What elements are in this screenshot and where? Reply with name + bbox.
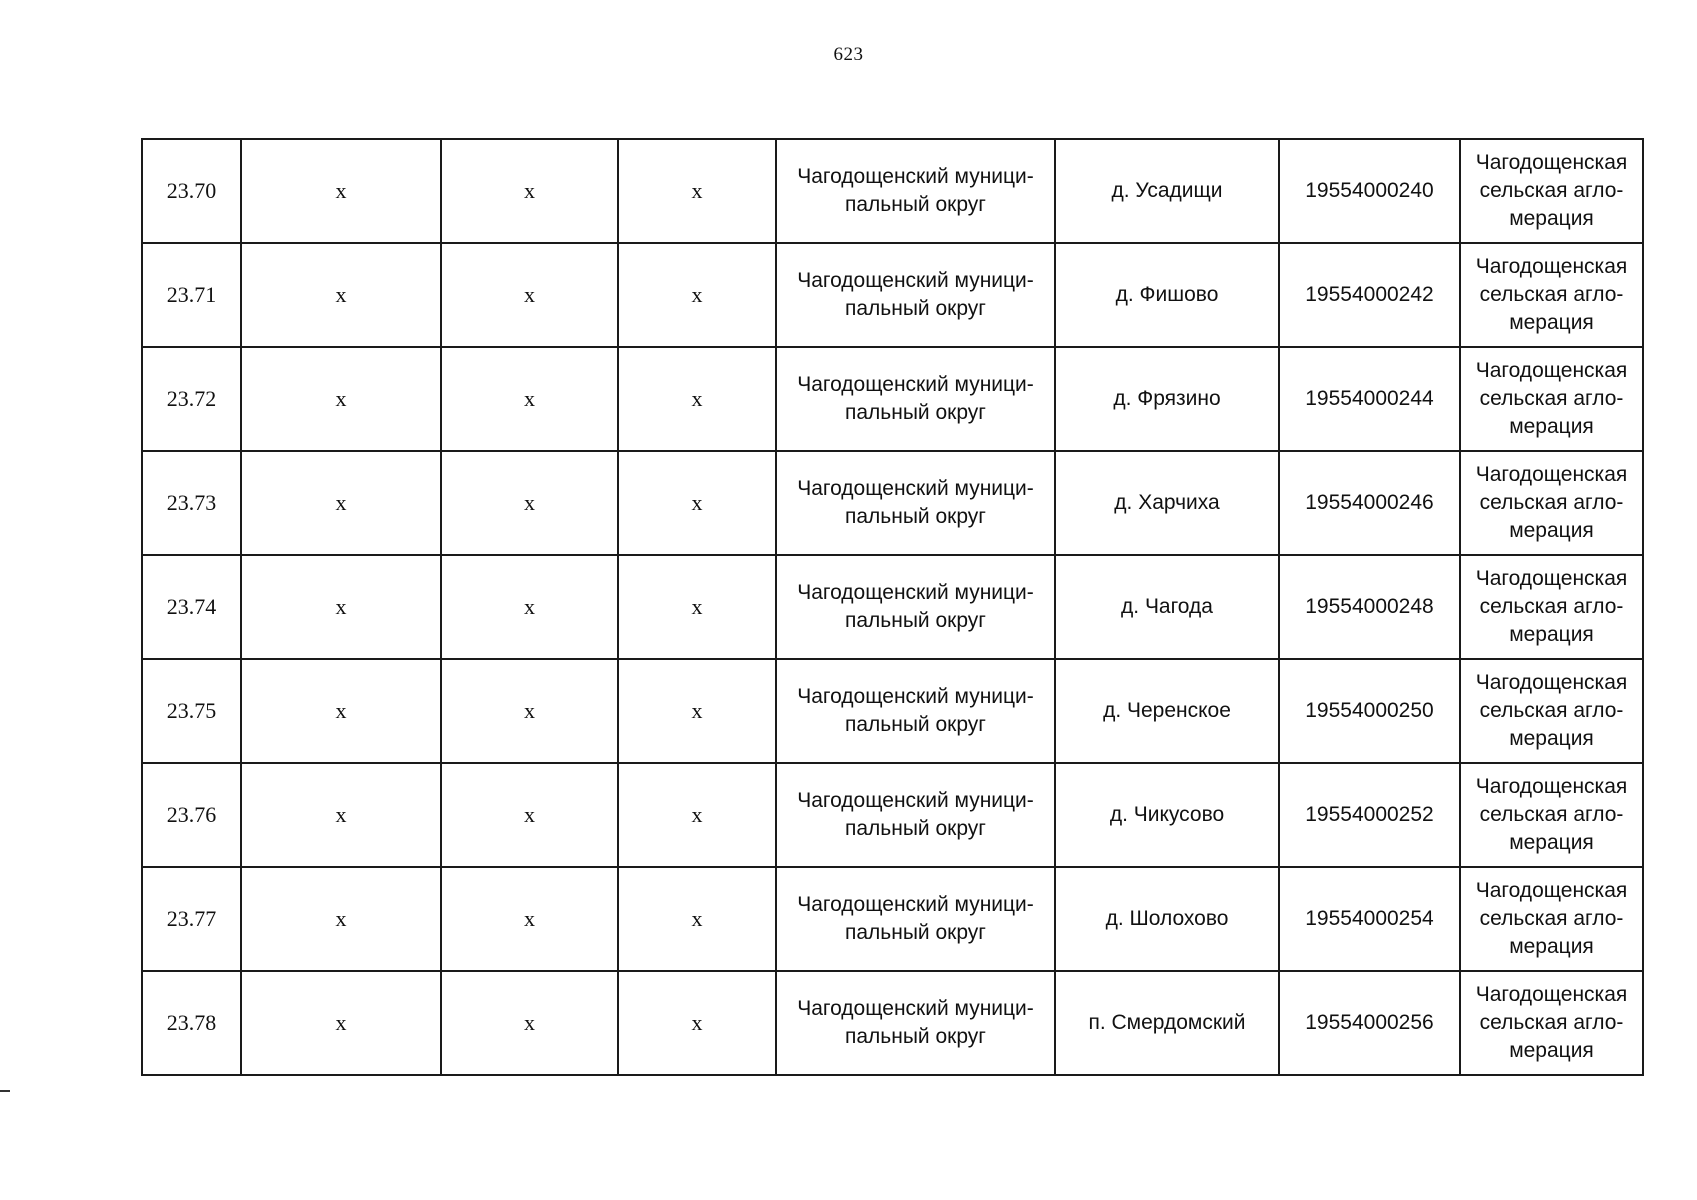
agglomeration-cell-line: мерация <box>1509 311 1594 334</box>
district-cell-line: Чагодощенский муници- <box>797 789 1034 812</box>
oktmo-code-cell: 19554000246 <box>1279 451 1460 555</box>
table-row <box>142 763 1643 867</box>
oktmo-code-cell: 19554000242 <box>1279 243 1460 347</box>
column-3-cell: х <box>441 659 618 763</box>
column-4-cell: х <box>618 555 776 659</box>
column-2-cell: х <box>241 451 441 555</box>
page-number: 623 <box>833 44 864 65</box>
agglomeration-cell-line: Чагодощенская <box>1475 671 1628 694</box>
column-4-cell: х <box>618 347 776 451</box>
row-number-cell: 23.72 <box>142 347 241 451</box>
agglomeration-cell-line: сельская агло- <box>1479 283 1624 306</box>
column-4-cell: х <box>618 971 776 1075</box>
district-cell <box>776 971 1055 1075</box>
table-row <box>142 659 1643 763</box>
district-cell-line: Чагодощенский муници- <box>797 373 1034 396</box>
agglomeration-cell <box>1460 763 1643 867</box>
agglomeration-cell-line: мерация <box>1509 207 1594 230</box>
district-cell <box>776 347 1055 451</box>
column-3-cell: х <box>441 347 618 451</box>
agglomeration-cell <box>1460 659 1643 763</box>
agglomeration-cell <box>1460 555 1643 659</box>
column-3-cell: х <box>441 867 618 971</box>
agglomeration-cell-line: сельская агло- <box>1479 179 1624 202</box>
district-cell-line: Чагодощенский муници- <box>797 269 1034 292</box>
district-cell-line: пальный округ <box>845 401 986 424</box>
oktmo-code-cell: 19554000250 <box>1279 659 1460 763</box>
column-3-cell: х <box>441 555 618 659</box>
district-cell-line: пальный округ <box>845 1025 986 1048</box>
settlement-cell: д. Фрязино <box>1055 347 1279 451</box>
district-cell-line: Чагодощенский муници- <box>797 477 1034 500</box>
district-cell-line: пальный округ <box>845 817 986 840</box>
row-number-cell: 23.74 <box>142 555 241 659</box>
district-cell-line: Чагодощенский муници- <box>797 685 1034 708</box>
column-2-cell: х <box>241 139 441 243</box>
settlement-table <box>141 138 1644 1076</box>
agglomeration-cell-line: мерация <box>1509 727 1594 750</box>
agglomeration-cell-line: мерация <box>1509 623 1594 646</box>
settlement-cell: п. Смердомский <box>1055 971 1279 1075</box>
oktmo-code-cell: 19554000244 <box>1279 347 1460 451</box>
oktmo-code-cell: 19554000240 <box>1279 139 1460 243</box>
oktmo-code-cell: 19554000248 <box>1279 555 1460 659</box>
district-cell-line: пальный округ <box>845 505 986 528</box>
row-number-cell: 23.73 <box>142 451 241 555</box>
agglomeration-cell-line: Чагодощенская <box>1475 463 1628 486</box>
table-row <box>142 867 1643 971</box>
district-cell-line: пальный округ <box>845 609 986 632</box>
column-2-cell: х <box>241 555 441 659</box>
table-row <box>142 451 1643 555</box>
row-number-cell: 23.78 <box>142 971 241 1075</box>
settlement-cell: д. Чикусово <box>1055 763 1279 867</box>
table-row <box>142 139 1643 243</box>
agglomeration-cell-line: Чагодощенская <box>1475 775 1628 798</box>
column-2-cell: х <box>241 243 441 347</box>
agglomeration-cell-line: Чагодощенская <box>1475 567 1628 590</box>
district-cell-line: Чагодощенский муници- <box>797 893 1034 916</box>
table-body <box>142 139 1643 1075</box>
agglomeration-cell-line: мерация <box>1509 935 1594 958</box>
agglomeration-cell-line: сельская агло- <box>1479 907 1624 930</box>
column-3-cell: х <box>441 139 618 243</box>
column-2-cell: х <box>241 763 441 867</box>
agglomeration-cell-line: мерация <box>1509 831 1594 854</box>
district-cell-line: Чагодощенский муници- <box>797 997 1034 1020</box>
column-4-cell: х <box>618 763 776 867</box>
row-number-cell: 23.71 <box>142 243 241 347</box>
table-row <box>142 971 1643 1075</box>
district-cell <box>776 451 1055 555</box>
district-cell <box>776 555 1055 659</box>
district-cell-line: пальный округ <box>845 193 986 216</box>
table-row <box>142 347 1643 451</box>
agglomeration-cell-line: Чагодощенская <box>1475 879 1628 902</box>
column-4-cell: х <box>618 867 776 971</box>
district-cell-line: пальный округ <box>845 921 986 944</box>
agglomeration-cell-line: мерация <box>1509 519 1594 542</box>
column-4-cell: х <box>618 139 776 243</box>
agglomeration-cell <box>1460 451 1643 555</box>
agglomeration-cell <box>1460 347 1643 451</box>
district-cell-line: Чагодощенский муници- <box>797 165 1034 188</box>
agglomeration-cell <box>1460 139 1643 243</box>
column-3-cell: х <box>441 243 618 347</box>
column-3-cell: х <box>441 451 618 555</box>
column-4-cell: х <box>618 243 776 347</box>
agglomeration-cell-line: Чагодощенская <box>1475 151 1628 174</box>
column-2-cell: х <box>241 347 441 451</box>
agglomeration-cell-line: сельская агло- <box>1479 1011 1624 1034</box>
agglomeration-cell <box>1460 243 1643 347</box>
oktmo-code-cell: 19554000252 <box>1279 763 1460 867</box>
agglomeration-cell <box>1460 867 1643 971</box>
row-number-cell: 23.77 <box>142 867 241 971</box>
settlement-cell: д. Чагода <box>1055 555 1279 659</box>
district-cell <box>776 867 1055 971</box>
district-cell <box>776 243 1055 347</box>
row-number-cell: 23.76 <box>142 763 241 867</box>
column-4-cell: х <box>618 451 776 555</box>
agglomeration-cell-line: Чагодощенская <box>1475 359 1628 382</box>
column-3-cell: х <box>441 763 618 867</box>
settlement-cell: д. Харчиха <box>1055 451 1279 555</box>
column-2-cell: х <box>241 659 441 763</box>
agglomeration-cell-line: Чагодощенская <box>1475 255 1628 278</box>
agglomeration-cell-line: сельская агло- <box>1479 491 1624 514</box>
settlement-cell: д. Фишово <box>1055 243 1279 347</box>
agglomeration-cell-line: мерация <box>1509 1039 1594 1062</box>
settlement-cell: д. Усадищи <box>1055 139 1279 243</box>
column-3-cell: х <box>441 971 618 1075</box>
agglomeration-cell-line: сельская агло- <box>1479 699 1624 722</box>
row-number-cell: 23.70 <box>142 139 241 243</box>
settlement-cell: д. Черенское <box>1055 659 1279 763</box>
table-row <box>142 243 1643 347</box>
district-cell-line: Чагодощенский муници- <box>797 581 1034 604</box>
agglomeration-cell-line: Чагодощенская <box>1475 983 1628 1006</box>
oktmo-code-cell: 19554000254 <box>1279 867 1460 971</box>
district-cell <box>776 139 1055 243</box>
margin-mark <box>0 1090 10 1092</box>
row-number-cell: 23.75 <box>142 659 241 763</box>
oktmo-code-cell: 19554000256 <box>1279 971 1460 1075</box>
agglomeration-cell-line: сельская агло- <box>1479 595 1624 618</box>
table-row <box>142 555 1643 659</box>
agglomeration-cell-line: сельская агло- <box>1479 803 1624 826</box>
column-2-cell: х <box>241 971 441 1075</box>
agglomeration-cell-line: мерация <box>1509 415 1594 438</box>
district-cell <box>776 659 1055 763</box>
district-cell-line: пальный округ <box>845 297 986 320</box>
column-4-cell: х <box>618 659 776 763</box>
district-cell <box>776 763 1055 867</box>
district-cell-line: пальный округ <box>845 713 986 736</box>
agglomeration-cell-line: сельская агло- <box>1479 387 1624 410</box>
column-2-cell: х <box>241 867 441 971</box>
agglomeration-cell <box>1460 971 1643 1075</box>
settlement-cell: д. Шолохово <box>1055 867 1279 971</box>
